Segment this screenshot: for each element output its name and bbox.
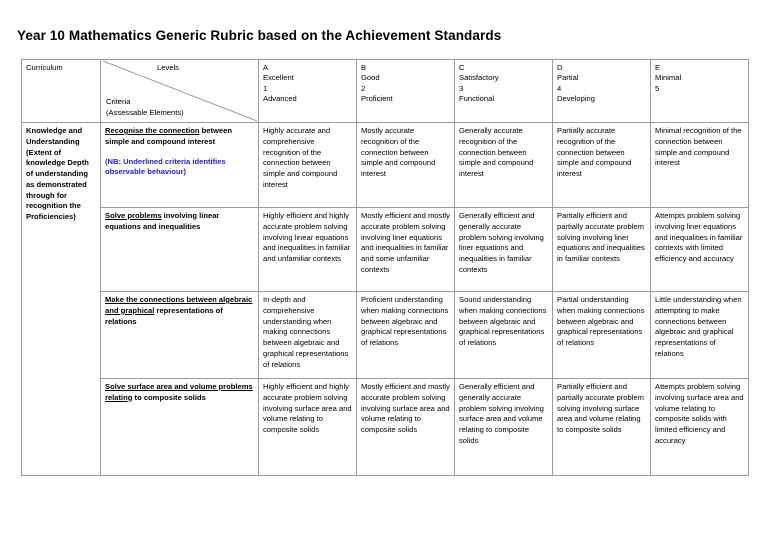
strand-knowledge-understanding [22,123,101,476]
criteria-rest-row3: representations of relations [105,305,223,326]
level-e-number: 5 [655,83,660,93]
descriptor-row3-b: Proficient understanding when making connections between algebraic and graphical representations of relations [357,292,455,379]
level-b-stage: Proficient [361,94,393,104]
level-b-grade: B [361,63,367,72]
criteria-rest-row1: between simple and compound interest [105,126,233,146]
descriptor-row3-e: Little understanding when attempting to make connections between algebraic and graphical representations of relations [651,292,749,379]
descriptor-row2-b: Mostly efficient and mostly accurate problem solving involving liner equations and inequalities in familiar and some unfamiliar contexts [357,208,455,292]
curriculum-label: Curriculum [26,63,63,72]
descriptor-row2-d: Partially efficient and partially accurate problem solving involving liner equations and inequalities in familiar contexts [553,208,651,292]
header-levels-criteria-cell [101,60,259,123]
level-d-grade: D [557,63,563,72]
level-a-descriptor: Excellent [263,73,294,83]
descriptor-row1-c: Generally accurate recognition of the connection between simple and compound interest [455,123,553,208]
criteria-underlined-row4: Solve surface area and volume problems relating [105,382,253,402]
table-row [22,208,749,292]
descriptor-row4-d: Partially efficient and partially accurate problem solving involving surface area and volume relating to composite solids [553,379,651,476]
level-c-grade: C [459,63,465,72]
levels-label: Levels [157,63,179,72]
level-d-stage: Developing [557,94,595,104]
criteria-cell-row1 [101,123,259,208]
header-level-a [259,60,357,123]
descriptor-row1-b: Mostly accurate recognition of the connection between simple and compound interest [357,123,455,208]
descriptor-row1-a: Highly accurate and comprehensive recognition of the connection between simple and compound interest [259,123,357,208]
criteria-cell-row4 [101,379,259,476]
criteria-underlined-row3: Make the connections between algebraic and graphical [105,295,253,315]
level-b-number: 2 [361,83,366,93]
level-e-grade: E [655,63,661,72]
descriptor-row4-c: Generally efficient and generally accurate problem solving involving surface area and volume relating to composite solids [455,379,553,476]
descriptor-row2-a: Highly efficient and highly accurate problem solving involving linear equations and inequalities in familiar and unfamiliar contexts [259,208,357,292]
level-c-number: 3 [459,83,464,93]
header-level-b [357,60,455,123]
criteria-label-line1: Criteria [106,97,131,107]
criteria-note: (NB: Underlined criteria identifies observable behaviour) [105,156,226,177]
level-e-descriptor: Minimal [655,73,682,83]
descriptor-row3-a: In-depth and comprehensive understanding when making connections between algebraic and graphical representations of relations [259,292,357,379]
descriptor-row3-c: Sound understanding when making connections between algebraic and graphical representations of relations [455,292,553,379]
level-d-descriptor: Partial [557,73,579,83]
descriptor-row4-b: Mostly efficient and mostly accurate problem solving involving surface area and volume relating to composite solids [357,379,455,476]
descriptor-row2-e: Attempts problem solving involving liner equations and inequalities in familiar contexts with limited efficiency and accuracy [651,208,749,292]
strand-label: Knowledge and Understanding (Extent of knowledge Depth of understanding as demonstrated through for recognition the Proficiencies) [26,126,89,222]
descriptor-row1-e: Minimal recognition of the connection between simple and compound interest [651,123,749,208]
criteria-cell-row3 [101,292,259,379]
descriptor-row4-e: Attempts problem solving involving surface area and volume relating to composite solids with limited efficiency and accuracy [651,379,749,476]
header-level-c [455,60,553,123]
criteria-label-line2: (Assessable Elements) [106,107,184,117]
header-level-d [553,60,651,123]
criteria-underlined-row1: Recognise the connection [105,126,200,135]
rubric-table [21,59,749,476]
header-curriculum-cell [22,60,101,123]
descriptor-row2-c: Generally efficient and generally accurate problem solving involving liner equations and inequalities in familiar contexts [455,208,553,292]
criteria-rest-row2: involving linear equations and inequalities [105,211,220,231]
level-c-stage: Functional [459,94,495,104]
descriptor-row3-d: Partial understanding when making connections between algebraic and graphical representations of relations [553,292,651,379]
table-row [22,379,749,476]
header-level-e [651,60,749,123]
criteria-label [106,97,184,118]
table-header-row [22,60,749,123]
level-a-stage: Advanced [263,94,297,104]
level-a-grade: A [263,63,269,72]
descriptor-row1-d: Partially accurate recognition of the connection between simple and compound interest [553,123,651,208]
level-c-descriptor: Satisfactory [459,73,499,83]
criteria-rest-row4: to composite solids [132,392,206,402]
page-title: Year 10 Mathematics Generic Rubric based on the Achievement Standards [17,28,502,43]
criteria-underlined-row2: Solve problems [105,211,162,220]
descriptor-row4-a: Highly efficient and highly accurate problem solving involving surface area and volume relating to composite solids [259,379,357,476]
level-d-number: 4 [557,83,562,93]
level-b-descriptor: Good [361,73,380,83]
table-row [22,123,749,208]
criteria-cell-row2 [101,208,259,292]
level-a-number: 1 [263,83,268,93]
table-row [22,292,749,379]
